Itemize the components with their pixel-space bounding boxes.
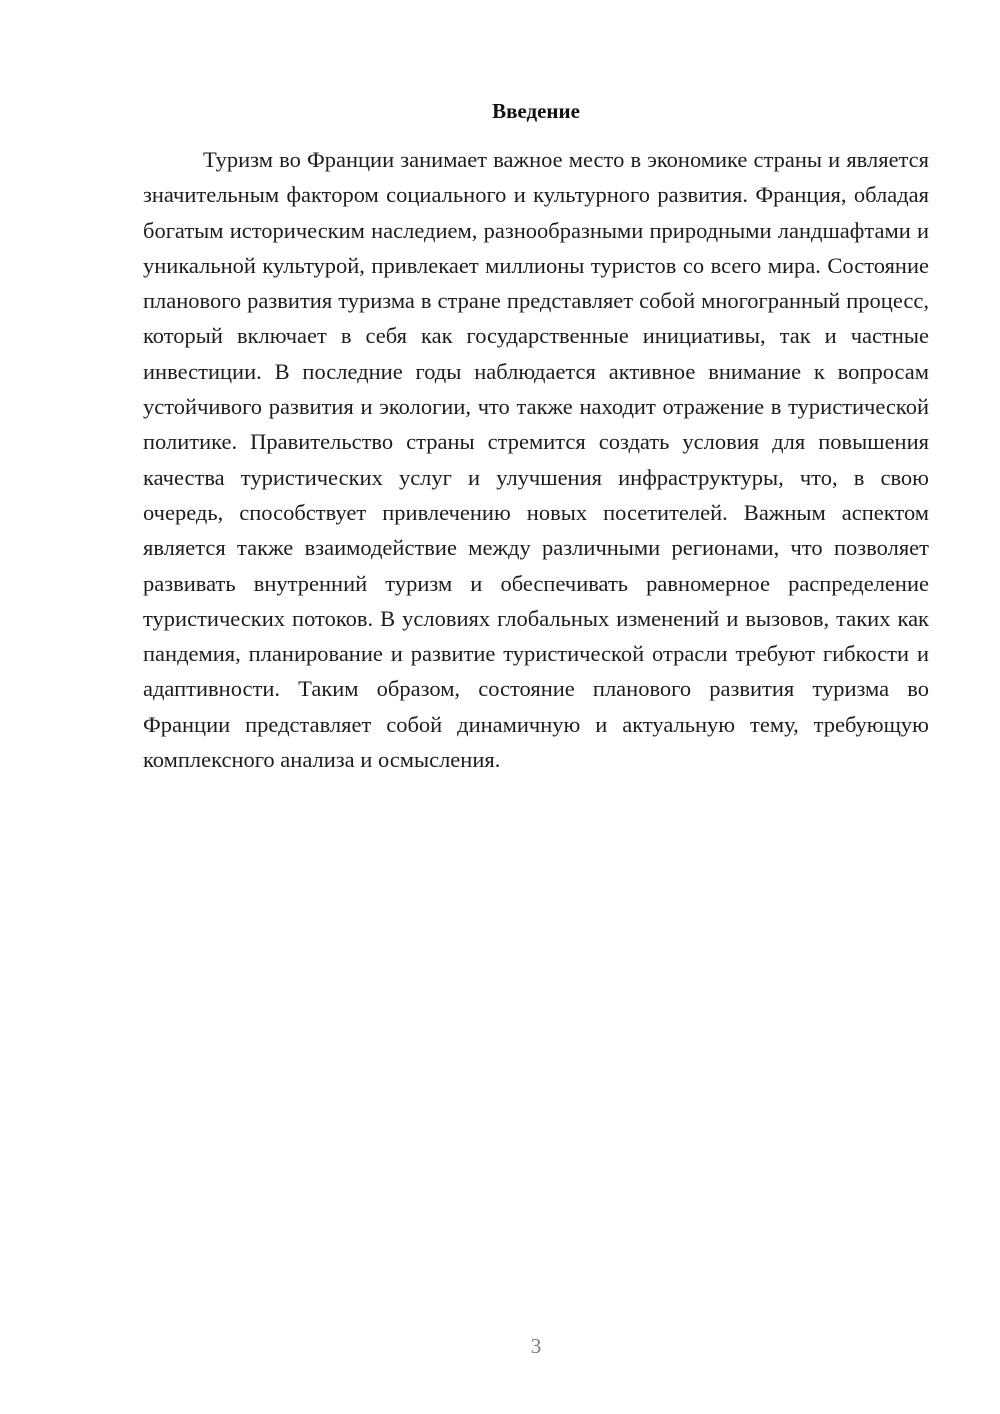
page-title: Введение [492, 99, 580, 123]
page-number: 3 [530, 1334, 542, 1358]
body-paragraph: Туризм во Франции занимает важное место в экономике страны и является значительным фактором социального и культурного развития. Франция, обладая богатым историческим наследием, разнообразными природными ландшафтами и уникальной культурой, привлекает миллионы туристов со всего мира. Состояние планового развития туризма в стране представляет собой многогранный процесс, который включает в себя как государственные инициативы, так и частные инвестиции. В последние годы наблюдается активное внимание к вопросам устойчивого развития и экологии, что также находит отражение в туристической политике. Правительство страны стремится создать условия для повышения качества туристических услуг и улучшения инфраструктуры, что, в свою очередь, способствует привлечению новых посетителей. Важным аспектом является также взаимодействие между различными регионами, что позволяет развивать внутренний туризм и обеспечивать равномерное распределение туристических потоков. В условиях глобальных изменений и вызовов, таких как пандемия, планирование и развитие туристической отрасли требуют гибкости и адаптивности. Таким образом, состояние планового развития туризма во Франции представляет собой динамичную и актуальную тему, требующую комплексного анализа и осмысления. [143, 147, 929, 773]
